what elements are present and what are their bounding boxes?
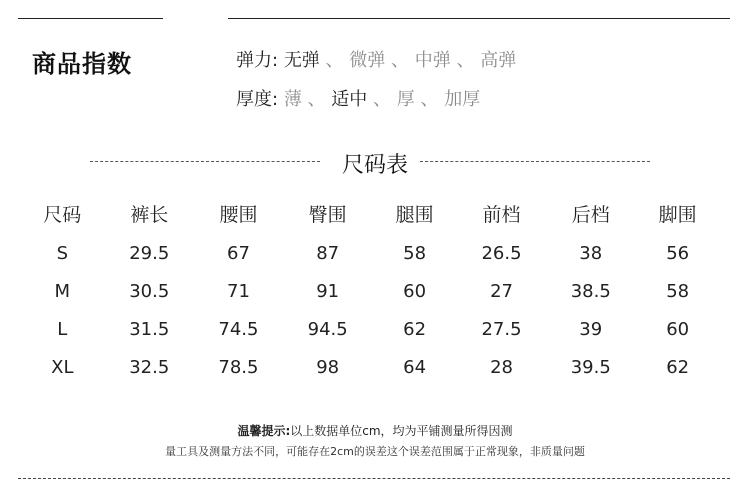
separator: 、 (373, 89, 392, 110)
table-cell: 32.5 (129, 356, 170, 378)
elasticity-label: 弹力: (236, 50, 279, 71)
top-right-rule (228, 18, 730, 19)
thickness-option-thick: 厚 (396, 89, 415, 110)
header-leg-opening: 脚围 (658, 203, 697, 226)
table-row (20, 310, 720, 348)
table-cell: 64 (403, 356, 427, 378)
table-cell: 28 (490, 356, 513, 378)
product-index-title: 商品指数 (32, 50, 132, 78)
size-title-right-dash (420, 161, 650, 162)
header-front-rise: 前档 (482, 203, 521, 226)
table-cell: 27 (490, 280, 513, 302)
table-cell: 58 (403, 242, 427, 264)
header-back-rise: 后档 (571, 203, 610, 226)
table-row (20, 234, 720, 272)
table-cell: 30.5 (129, 280, 170, 302)
thickness-label: 厚度: (236, 89, 279, 110)
elasticity-option-none: 无弹 (283, 50, 320, 71)
table-cell: S (56, 242, 69, 264)
tip-label: 温馨提示: (237, 424, 291, 438)
size-table (20, 192, 720, 386)
thickness-option-medium: 适中 (331, 89, 368, 110)
separator: 、 (456, 50, 475, 71)
elasticity-row (236, 46, 516, 72)
table-cell: L (57, 318, 68, 340)
table-cell: 26.5 (481, 242, 522, 264)
header-thigh: 腿围 (395, 203, 434, 226)
header-hip: 臀围 (308, 203, 347, 226)
table-cell: 29.5 (129, 242, 170, 264)
table-row (20, 348, 720, 386)
table-cell: 38 (579, 242, 603, 264)
separator: 、 (325, 50, 344, 71)
tip-line-2: 量工具及测量方法不同，可能存在2cm的误差这个误差范围属于正常现象，非质量问题 (165, 445, 585, 458)
table-row (20, 272, 720, 310)
table-cell: 39 (579, 318, 603, 340)
elasticity-option-medium: 中弹 (414, 50, 451, 71)
table-cell: 62 (403, 318, 427, 340)
separator: 、 (391, 50, 410, 71)
table-cell: 78.5 (218, 356, 259, 378)
tip-line (0, 422, 750, 439)
table-cell: 39.5 (570, 356, 611, 378)
table-cell: 27.5 (481, 318, 522, 340)
table-cell: M (54, 280, 71, 302)
size-table-header (20, 192, 720, 234)
table-cell: 74.5 (218, 318, 259, 340)
elasticity-option-high: 高弹 (480, 50, 517, 71)
elasticity-option-slight: 微弹 (349, 50, 386, 71)
thickness-option-extra-thick: 加厚 (444, 89, 481, 110)
header-waist: 腰围 (219, 203, 258, 226)
separator: 、 (420, 89, 439, 110)
table-cell: 38.5 (570, 280, 611, 302)
bottom-dashed-divider (18, 478, 730, 479)
table-cell: 58 (666, 280, 690, 302)
table-cell: 67 (227, 242, 250, 264)
table-cell: 60 (403, 280, 427, 302)
table-cell: 62 (666, 356, 690, 378)
size-chart-title: 尺码表 (341, 153, 408, 178)
header-length: 裤长 (130, 203, 169, 226)
header-size: 尺码 (43, 203, 82, 226)
table-cell: XL (51, 356, 74, 378)
table-cell: 71 (227, 280, 250, 302)
tip-text: 以上数据单位cm，均为平铺测量所得因测 (290, 424, 513, 438)
table-cell: 31.5 (129, 318, 170, 340)
thickness-option-thin: 薄 (283, 89, 302, 110)
table-cell: 87 (316, 242, 340, 264)
table-cell: 56 (666, 242, 690, 264)
table-cell: 98 (316, 356, 340, 378)
separator: 、 (307, 89, 326, 110)
thickness-row (236, 85, 480, 111)
table-cell: 91 (316, 280, 340, 302)
table-cell: 94.5 (307, 318, 348, 340)
top-left-rule (18, 18, 163, 19)
table-cell: 60 (666, 318, 690, 340)
